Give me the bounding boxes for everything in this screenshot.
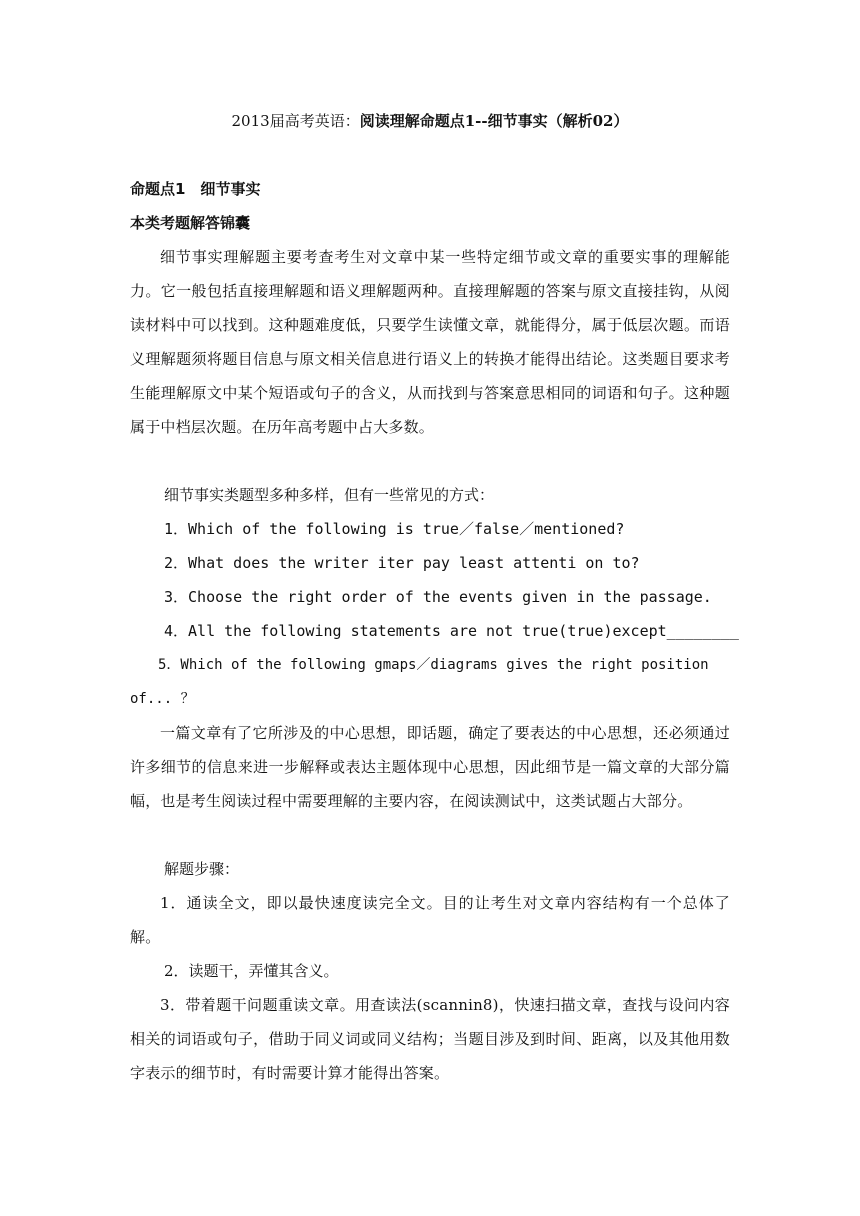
- question-example-5: 5．Which of the following gmaps／diagrams gives the right position of... ？: [130, 657, 709, 707]
- step-3: 3．带着题干问题重读文章。用查读法(scannin8)，快速扫描文章，查找与设问内容相关的词语或句子，借助于同义词或同义结构；当题目涉及到时间、距离，以及其他用数字表示的细节时，有时需要计算才能得出答案。: [130, 996, 730, 1082]
- paragraph-question-types: 细节事实类题型多种多样，但有一些常见的方式：: [164, 486, 495, 504]
- question-example-1: 1．Which of the following is true／false／mentioned?: [164, 520, 625, 538]
- document-title: [130, 110, 730, 132]
- step-2: 2．读题干，弄懂其含义。: [164, 962, 339, 980]
- steps-label: 解题步骤：: [164, 860, 240, 878]
- question-example-3: 3．Choose the right order of the events given in the passage.: [164, 588, 712, 606]
- section-heading: 命题点1 细节事实: [130, 180, 261, 198]
- sub-heading: 本类考题解答锦囊: [130, 214, 251, 232]
- paragraph-intro: 细节事实理解题主要考查考生对文章中某一些特定细节或文章的重要实事的理解能力。它一般包括直接理解题和语义理解题两种。直接理解题的答案与原文直接挂钩，从阅读材料中可以找到。这种题难度低，只要学生读懂文章，就能得分，属于低层次题。而语义理解题须将题目信息与原文相关信息进行语义上的转换才能得出结论。这类题目要求考生能理解原文中某个短语或句子的含义，从而找到与答案意思相同的词语和句子。这种题属于中档层次题。在历年高考题中占大多数。: [130, 248, 730, 436]
- title-main: 阅读理解命题点1--细节事实（解析02）: [359, 112, 629, 130]
- question-example-4: 4．All the following statements are not true(true)except________: [164, 622, 739, 640]
- question-example-2: 2．What does the writer iter pay least attenti on to?: [164, 554, 640, 572]
- title-prefix: 2013届高考英语：: [231, 112, 360, 130]
- paragraph-main-idea: 一篇文章有了它所涉及的中心思想，即话题，确定了要表达的中心思想，还必须通过许多细节的信息来进一步解释或表达主题体现中心思想，因此细节是一篇文章的大部分篇幅，也是考生阅读过程中需要理解的主要内容，在阅读测试中，这类试题占大部分。: [130, 724, 730, 810]
- step-1: 1．通读全文，即以最快速度读完全文。目的让考生对文章内容结构有一个总体了解。: [130, 894, 730, 946]
